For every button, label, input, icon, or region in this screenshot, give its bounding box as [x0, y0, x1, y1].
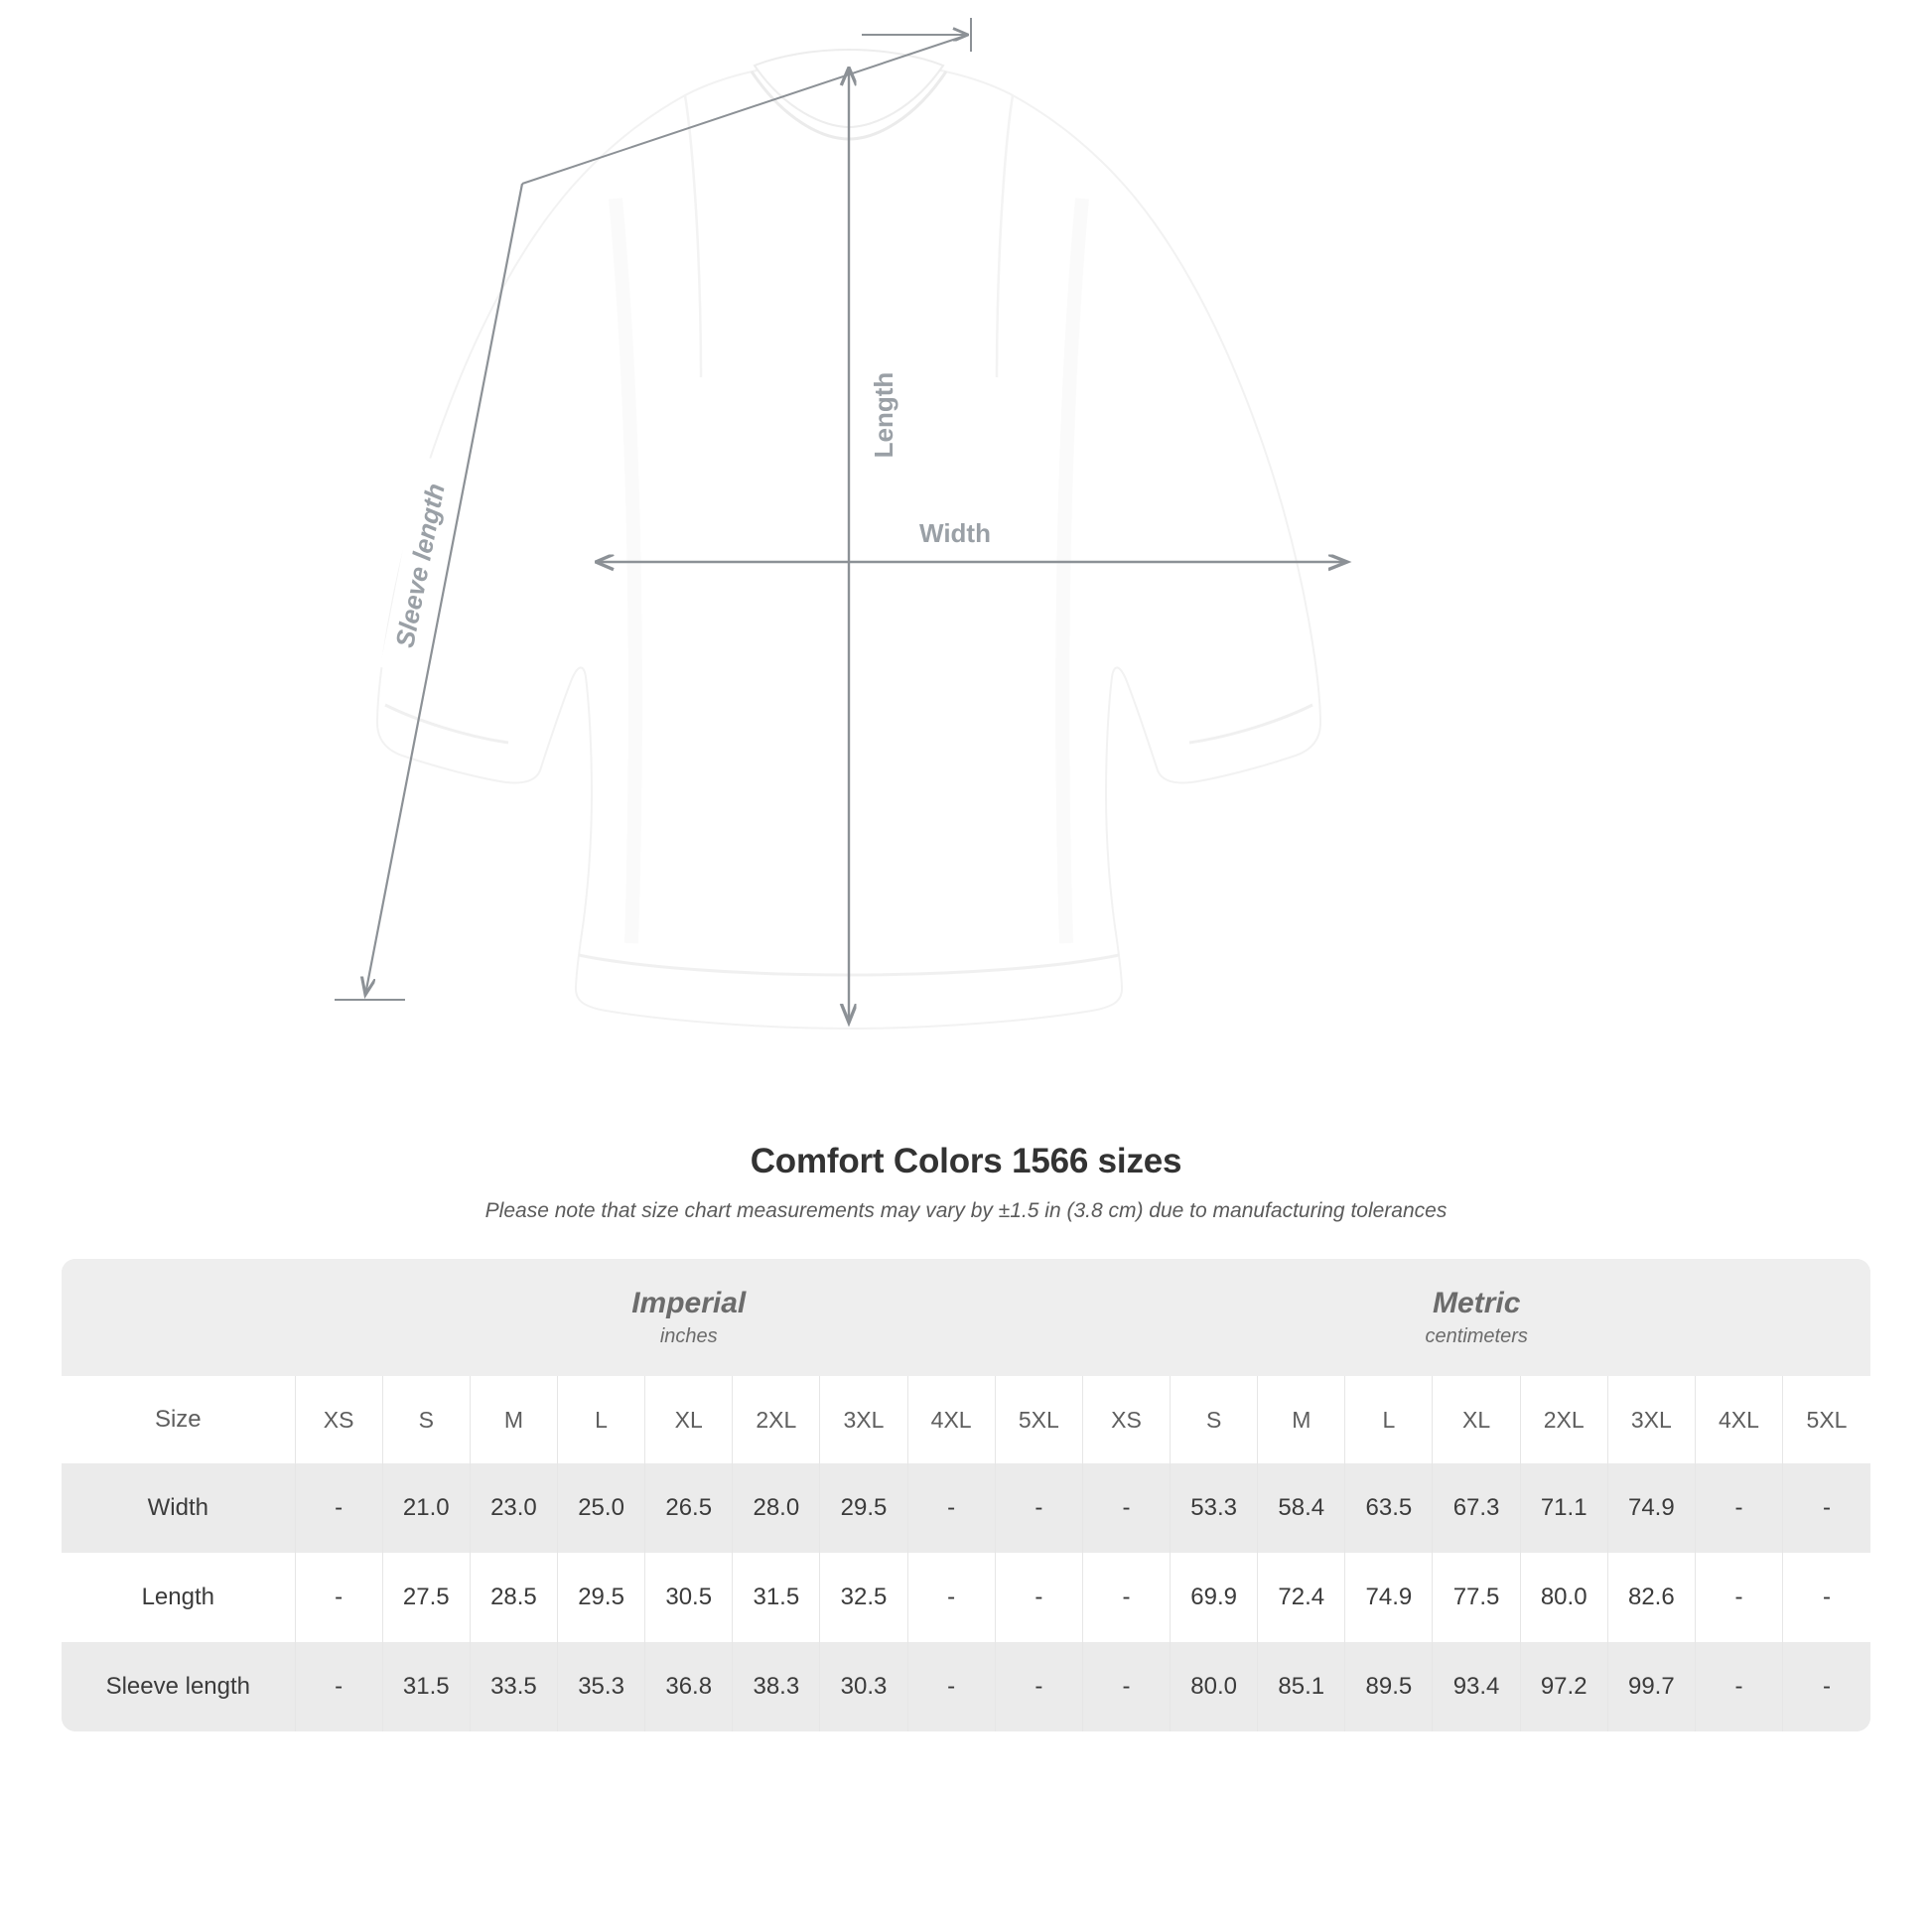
cell-width-metric-s: 53.3: [1171, 1463, 1258, 1553]
cell-length-imperial-4xl: -: [907, 1553, 995, 1642]
cell-sleeve-metric-s: 80.0: [1171, 1642, 1258, 1731]
cell-length-metric-2xl: 80.0: [1520, 1553, 1607, 1642]
cell-width-imperial-5xl: -: [995, 1463, 1082, 1553]
cell-length-imperial-2xl: 31.5: [733, 1553, 820, 1642]
cell-width-imperial-2xl: 28.0: [733, 1463, 820, 1553]
unit-name-metric: Metric: [1433, 1286, 1521, 1319]
cell-sleeve-imperial-xs: -: [295, 1642, 382, 1731]
column-header-imperial-s: S: [382, 1376, 470, 1463]
unit-name-imperial: Imperial: [631, 1286, 747, 1319]
cell-width-metric-xl: 67.3: [1433, 1463, 1520, 1553]
unit-sub-metric: centimeters: [1425, 1325, 1528, 1348]
length-label-group: [865, 363, 904, 467]
page-title: Comfort Colors 1566 sizes: [750, 1142, 1182, 1180]
size-table: [62, 1259, 1870, 1731]
cell-length-metric-s: 69.9: [1171, 1553, 1258, 1642]
column-header-size: Size: [62, 1376, 295, 1463]
cell-width-metric-4xl: -: [1695, 1463, 1782, 1553]
cell-sleeve-metric-xs: -: [1082, 1642, 1170, 1731]
column-header-imperial-5xl: 5XL: [995, 1376, 1082, 1463]
cell-length-metric-4xl: -: [1695, 1553, 1782, 1642]
column-header-imperial-m: M: [470, 1376, 557, 1463]
size-header-row: [62, 1376, 1870, 1463]
cell-sleeve-imperial-s: 31.5: [382, 1642, 470, 1731]
cell-length-imperial-5xl: -: [995, 1553, 1082, 1642]
column-header-imperial-l: L: [558, 1376, 645, 1463]
table-row: [62, 1463, 1870, 1553]
column-header-imperial-xl: XL: [645, 1376, 733, 1463]
column-header-metric-5xl: 5XL: [1783, 1376, 1870, 1463]
cell-sleeve-imperial-xl: 36.8: [645, 1642, 733, 1731]
cell-width-metric-xs: -: [1082, 1463, 1170, 1553]
cell-length-imperial-l: 29.5: [558, 1553, 645, 1642]
column-header-metric-3xl: 3XL: [1607, 1376, 1695, 1463]
cell-width-imperial-m: 23.0: [470, 1463, 557, 1553]
width-label: Width: [919, 518, 991, 548]
cell-sleeve-metric-l: 89.5: [1345, 1642, 1433, 1731]
cell-sleeve-metric-3xl: 99.7: [1607, 1642, 1695, 1731]
cell-sleeve-metric-2xl: 97.2: [1520, 1642, 1607, 1731]
column-header-metric-m: M: [1258, 1376, 1345, 1463]
length-label: Length: [869, 371, 898, 459]
cell-length-imperial-xs: -: [295, 1553, 382, 1642]
cell-length-metric-5xl: -: [1783, 1553, 1870, 1642]
cell-length-metric-xl: 77.5: [1433, 1553, 1520, 1642]
cell-sleeve-imperial-l: 35.3: [558, 1642, 645, 1731]
cell-width-imperial-4xl: -: [907, 1463, 995, 1553]
row-label-length: Length: [62, 1553, 295, 1642]
cell-width-imperial-3xl: 29.5: [820, 1463, 907, 1553]
cell-sleeve-metric-m: 85.1: [1258, 1642, 1345, 1731]
cell-length-metric-l: 74.9: [1345, 1553, 1433, 1642]
cell-width-metric-2xl: 71.1: [1520, 1463, 1607, 1553]
cell-sleeve-imperial-3xl: 30.3: [820, 1642, 907, 1731]
cell-width-metric-3xl: 74.9: [1607, 1463, 1695, 1553]
column-header-imperial-3xl: 3XL: [820, 1376, 907, 1463]
column-header-metric-4xl: 4XL: [1695, 1376, 1782, 1463]
cell-width-imperial-xs: -: [295, 1463, 382, 1553]
cell-sleeve-imperial-5xl: -: [995, 1642, 1082, 1731]
unit-header-imperial: [295, 1259, 1082, 1376]
cell-length-metric-m: 72.4: [1258, 1553, 1345, 1642]
column-header-metric-xl: XL: [1433, 1376, 1520, 1463]
column-header-imperial-4xl: 4XL: [907, 1376, 995, 1463]
cell-sleeve-metric-4xl: -: [1695, 1642, 1782, 1731]
cell-length-imperial-m: 28.5: [470, 1553, 557, 1642]
cell-length-imperial-xl: 30.5: [645, 1553, 733, 1642]
cell-sleeve-metric-xl: 93.4: [1433, 1642, 1520, 1731]
cell-width-imperial-xl: 26.5: [645, 1463, 733, 1553]
cell-length-metric-xs: -: [1082, 1553, 1170, 1642]
cell-length-imperial-3xl: 32.5: [820, 1553, 907, 1642]
unit-header-metric: [1082, 1259, 1870, 1376]
cell-sleeve-metric-5xl: -: [1783, 1642, 1870, 1731]
column-header-imperial-2xl: 2XL: [733, 1376, 820, 1463]
unit-header-row: [62, 1259, 1870, 1376]
column-header-metric-2xl: 2XL: [1520, 1376, 1607, 1463]
column-header-metric-l: L: [1345, 1376, 1433, 1463]
cell-length-imperial-s: 27.5: [382, 1553, 470, 1642]
cell-sleeve-imperial-2xl: 38.3: [733, 1642, 820, 1731]
cell-width-imperial-s: 21.0: [382, 1463, 470, 1553]
sleeve-length-label: Sleeve length: [389, 481, 451, 650]
row-label-sleeve-length: Sleeve length: [62, 1642, 295, 1731]
column-header-metric-xs: XS: [1082, 1376, 1170, 1463]
cell-sleeve-imperial-4xl: -: [907, 1642, 995, 1731]
cell-sleeve-imperial-m: 33.5: [470, 1642, 557, 1731]
table-row: [62, 1553, 1870, 1642]
cell-width-metric-5xl: -: [1783, 1463, 1870, 1553]
tolerance-note: Please note that size chart measurements may vary by ±1.5 in (3.8 cm) due to manufacturing tolerances: [484, 1199, 1448, 1222]
cell-width-metric-l: 63.5: [1345, 1463, 1433, 1553]
width-label-group: [891, 514, 1020, 550]
row-label-width: Width: [62, 1463, 295, 1553]
unit-sub-imperial: inches: [659, 1325, 718, 1348]
size-table-wrapper: [62, 1259, 1870, 1731]
column-header-imperial-xs: XS: [295, 1376, 382, 1463]
cell-width-imperial-l: 25.0: [558, 1463, 645, 1553]
cell-width-metric-m: 58.4: [1258, 1463, 1345, 1553]
unit-header-spacer: [62, 1259, 295, 1376]
cell-length-metric-3xl: 82.6: [1607, 1553, 1695, 1642]
table-row: [62, 1642, 1870, 1731]
column-header-metric-s: S: [1171, 1376, 1258, 1463]
